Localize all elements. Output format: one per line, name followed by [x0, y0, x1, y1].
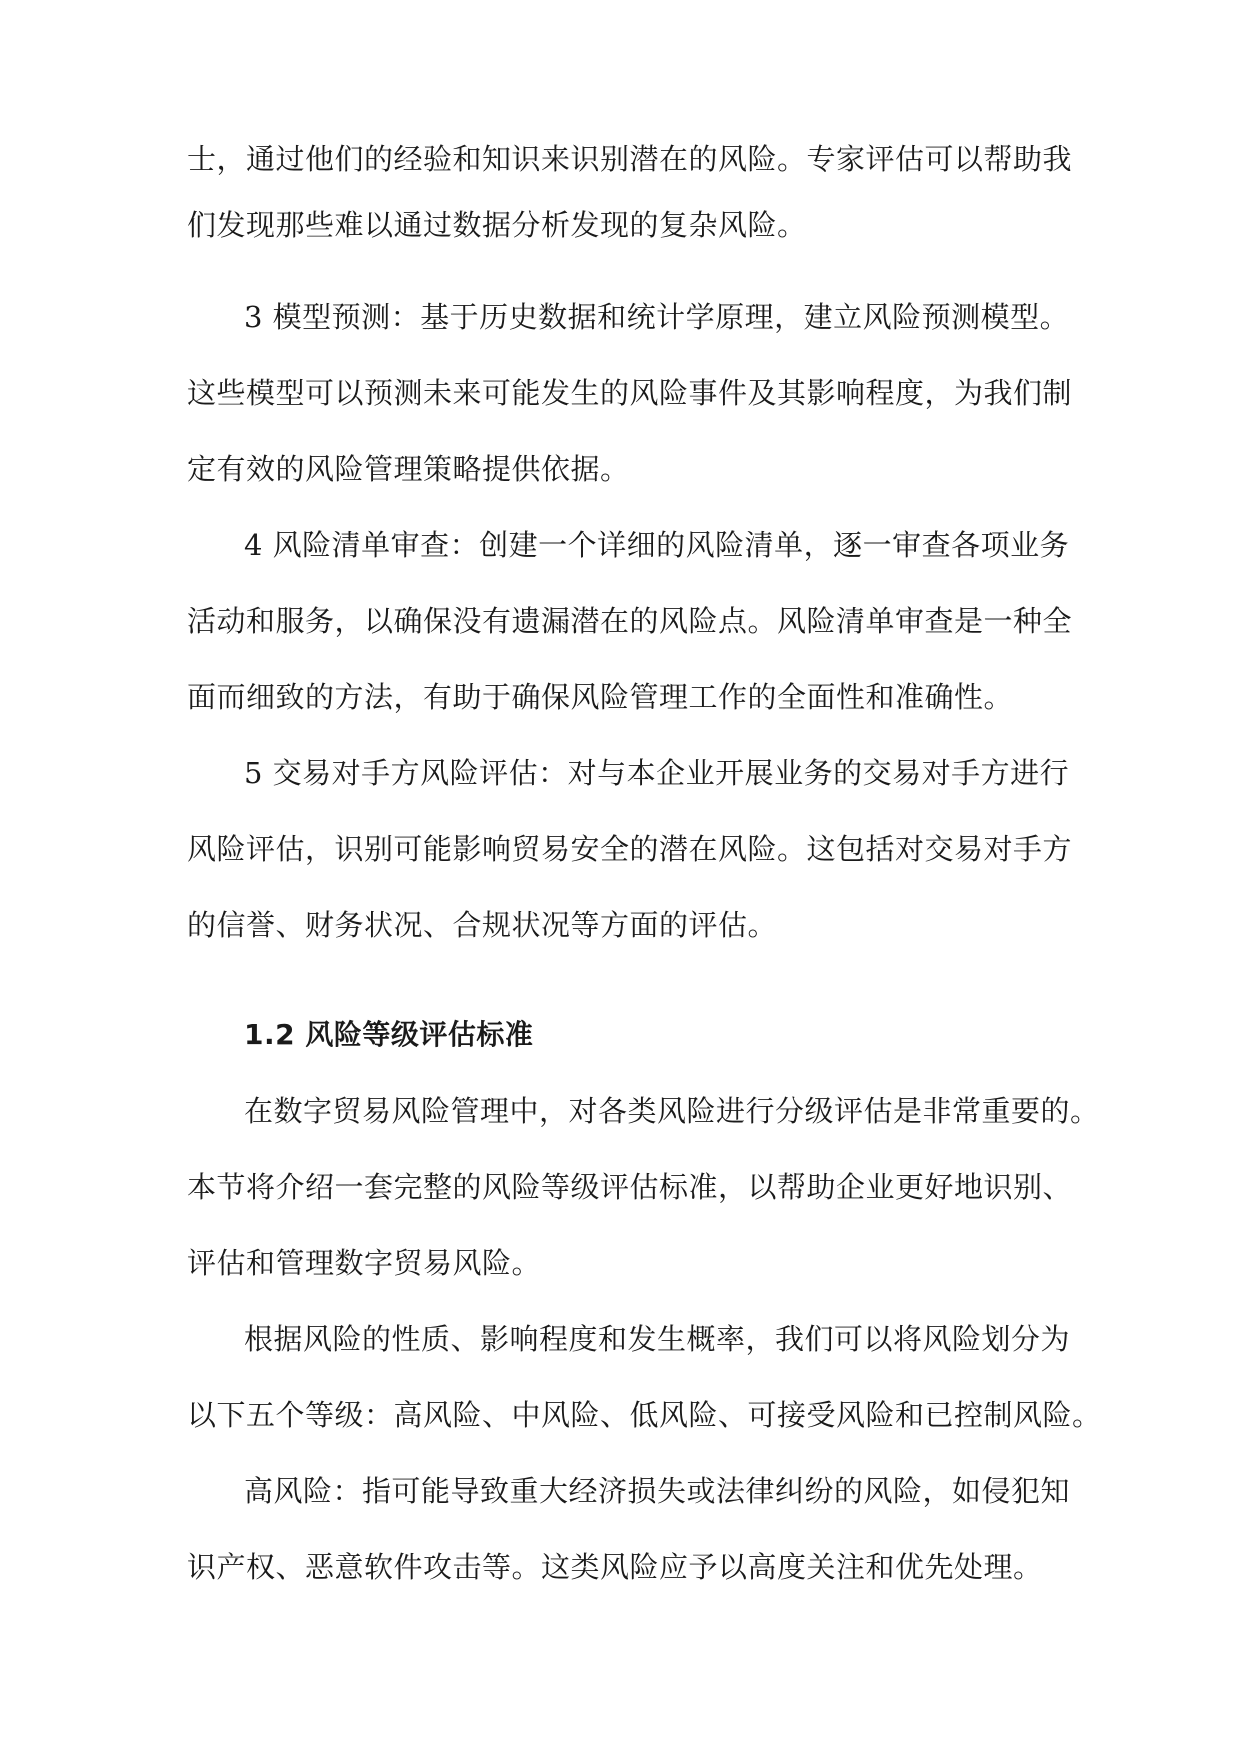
text-line: 根据风险的性质、影响程度和发生概率，我们可以将风险划分为: [244, 1322, 1071, 1356]
text-line: 们发现那些难以通过数据分析发现的复杂风险。: [187, 208, 807, 242]
text-line: 这些模型可以预测未来可能发生的风险事件及其影响程度，为我们制: [187, 376, 1073, 410]
text-line: 4 风险清单审查：创建一个详细的风险清单，逐一审查各项业务: [244, 528, 1070, 562]
section-heading: 1.2 风险等级评估标准: [244, 1018, 534, 1051]
text-line: 活动和服务，以确保没有遗漏潜在的风险点。风险清单审查是一种全: [187, 604, 1073, 638]
text-line: 在数字贸易风险管理中，对各类风险进行分级评估是非常重要的。: [244, 1094, 1100, 1128]
text-line: 的信誉、财务状况、合规状况等方面的评估。: [187, 908, 778, 942]
text-line: 高风险：指可能导致重大经济损失或法律纠纷的风险，如侵犯知: [244, 1474, 1071, 1508]
text-line: 定有效的风险管理策略提供依据。: [187, 452, 630, 486]
text-line: 以下五个等级：高风险、中风险、低风险、可接受风险和已控制风险。: [187, 1398, 1102, 1432]
text-line: 面而细致的方法，有助于确保风险管理工作的全面性和准确性。: [187, 680, 1014, 714]
text-line: 识产权、恶意软件攻击等。这类风险应予以高度关注和优先处理。: [187, 1550, 1043, 1584]
text-line: 3 模型预测：基于历史数据和统计学原理，建立风险预测模型。: [244, 300, 1070, 334]
text-line: 士，通过他们的经验和知识来识别潜在的风险。专家评估可以帮助我: [187, 142, 1073, 176]
text-line: 风险评估，识别可能影响贸易安全的潜在风险。这包括对交易对手方: [187, 832, 1073, 866]
text-line: 5 交易对手方风险评估：对与本企业开展业务的交易对手方进行: [244, 756, 1070, 790]
text-line: 评估和管理数字贸易风险。: [187, 1246, 542, 1280]
text-line: 本节将介绍一套完整的风险等级评估标准，以帮助企业更好地识别、: [187, 1170, 1073, 1204]
